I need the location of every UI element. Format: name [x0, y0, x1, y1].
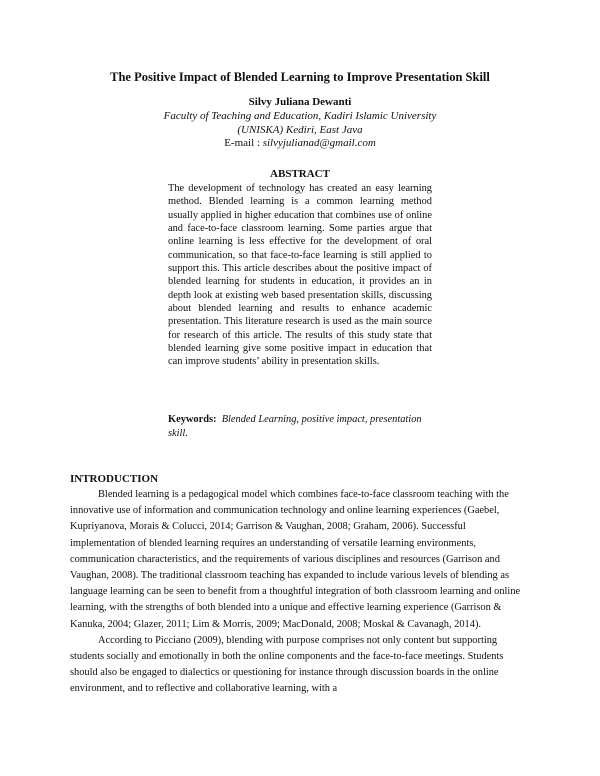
- author-email: silvyjulianad@gmail.com: [262, 137, 376, 150]
- introduction-paragraph-2: According to Picciano (2009), blending with purpose comprises not only content but supporting students socially and emotionally in both the online components and the face-to-face meetings. Students should also be engaged to dialectics or questioning for instance through discussion boards in the online environment, and to reflective and collaborative learning, with a: [70, 634, 504, 695]
- affiliation-line-2: (UNISKA) Kediri, East Java: [237, 123, 363, 136]
- keywords-list: Blended Learning, positive impact, presentation skill.: [168, 414, 422, 439]
- affiliation-line-1: Faculty of Teaching and Education, Kadiri Islamic University: [163, 109, 437, 122]
- abstract-heading: ABSTRACT: [270, 168, 330, 180]
- introduction-body: [70, 487, 532, 698]
- keywords: [168, 413, 432, 440]
- email-label: E-mail :: [224, 137, 263, 150]
- author-block: [100, 96, 500, 151]
- introduction-paragraph-1: Blended learning is a pedagogical model which combines face-to-face classroom teaching with the innovative use of information and communication technology and online learning experiences (Gaebel, Kupriyanova, Morais & Colucci, 2014; Garrison & Vaughan, 2008; Graham, 2006). Successful implementation of blended learning requires an understanding of versatile learning environments, communication characteristics, and the requirements of various disciplines and resources (Garrison and Vaughan, 2008). The traditional classroom teaching has expanded to include various levels of blending as language learning can be seen to benefit from a thoughtful integration of both classroom learning and online learning, with the strengths of both blended into a unique and effective learning experience (Garrison & Kanuka, 2004; Glazer, 2011; Lim & Morris, 2009; MacDonald, 2008; Moskal & Cavanagh, 2014).: [70, 489, 521, 630]
- abstract-text: The development of technology has created an easy learning method. Blended learning is a common learning method usually applied in higher education that combines use of online and face-to-face classroom learning. Some parties argue that online learning is less effective for the development of oral communication, so that face-to-face learning is still applied to support this. This article describes about the positive impact of blended learning for students in education, it provides an in depth look at existing web based presentation skills, discussing about blended learning and results to enhance academic presentation. This literature research is used as the main source for research of this article. The results of this study state that blended learning give some positive impact in education that can improve students’ ability in presentation skills.: [168, 183, 432, 368]
- author-name: Silvy Juliana Dewanti: [248, 96, 352, 108]
- email-line: [100, 137, 500, 151]
- keywords-label: Keywords:: [168, 414, 217, 425]
- introduction-heading: INTRODUCTION: [70, 473, 159, 485]
- paper-title: The Positive Impact of Blended Learning to Improve Presentation Skill: [110, 70, 490, 84]
